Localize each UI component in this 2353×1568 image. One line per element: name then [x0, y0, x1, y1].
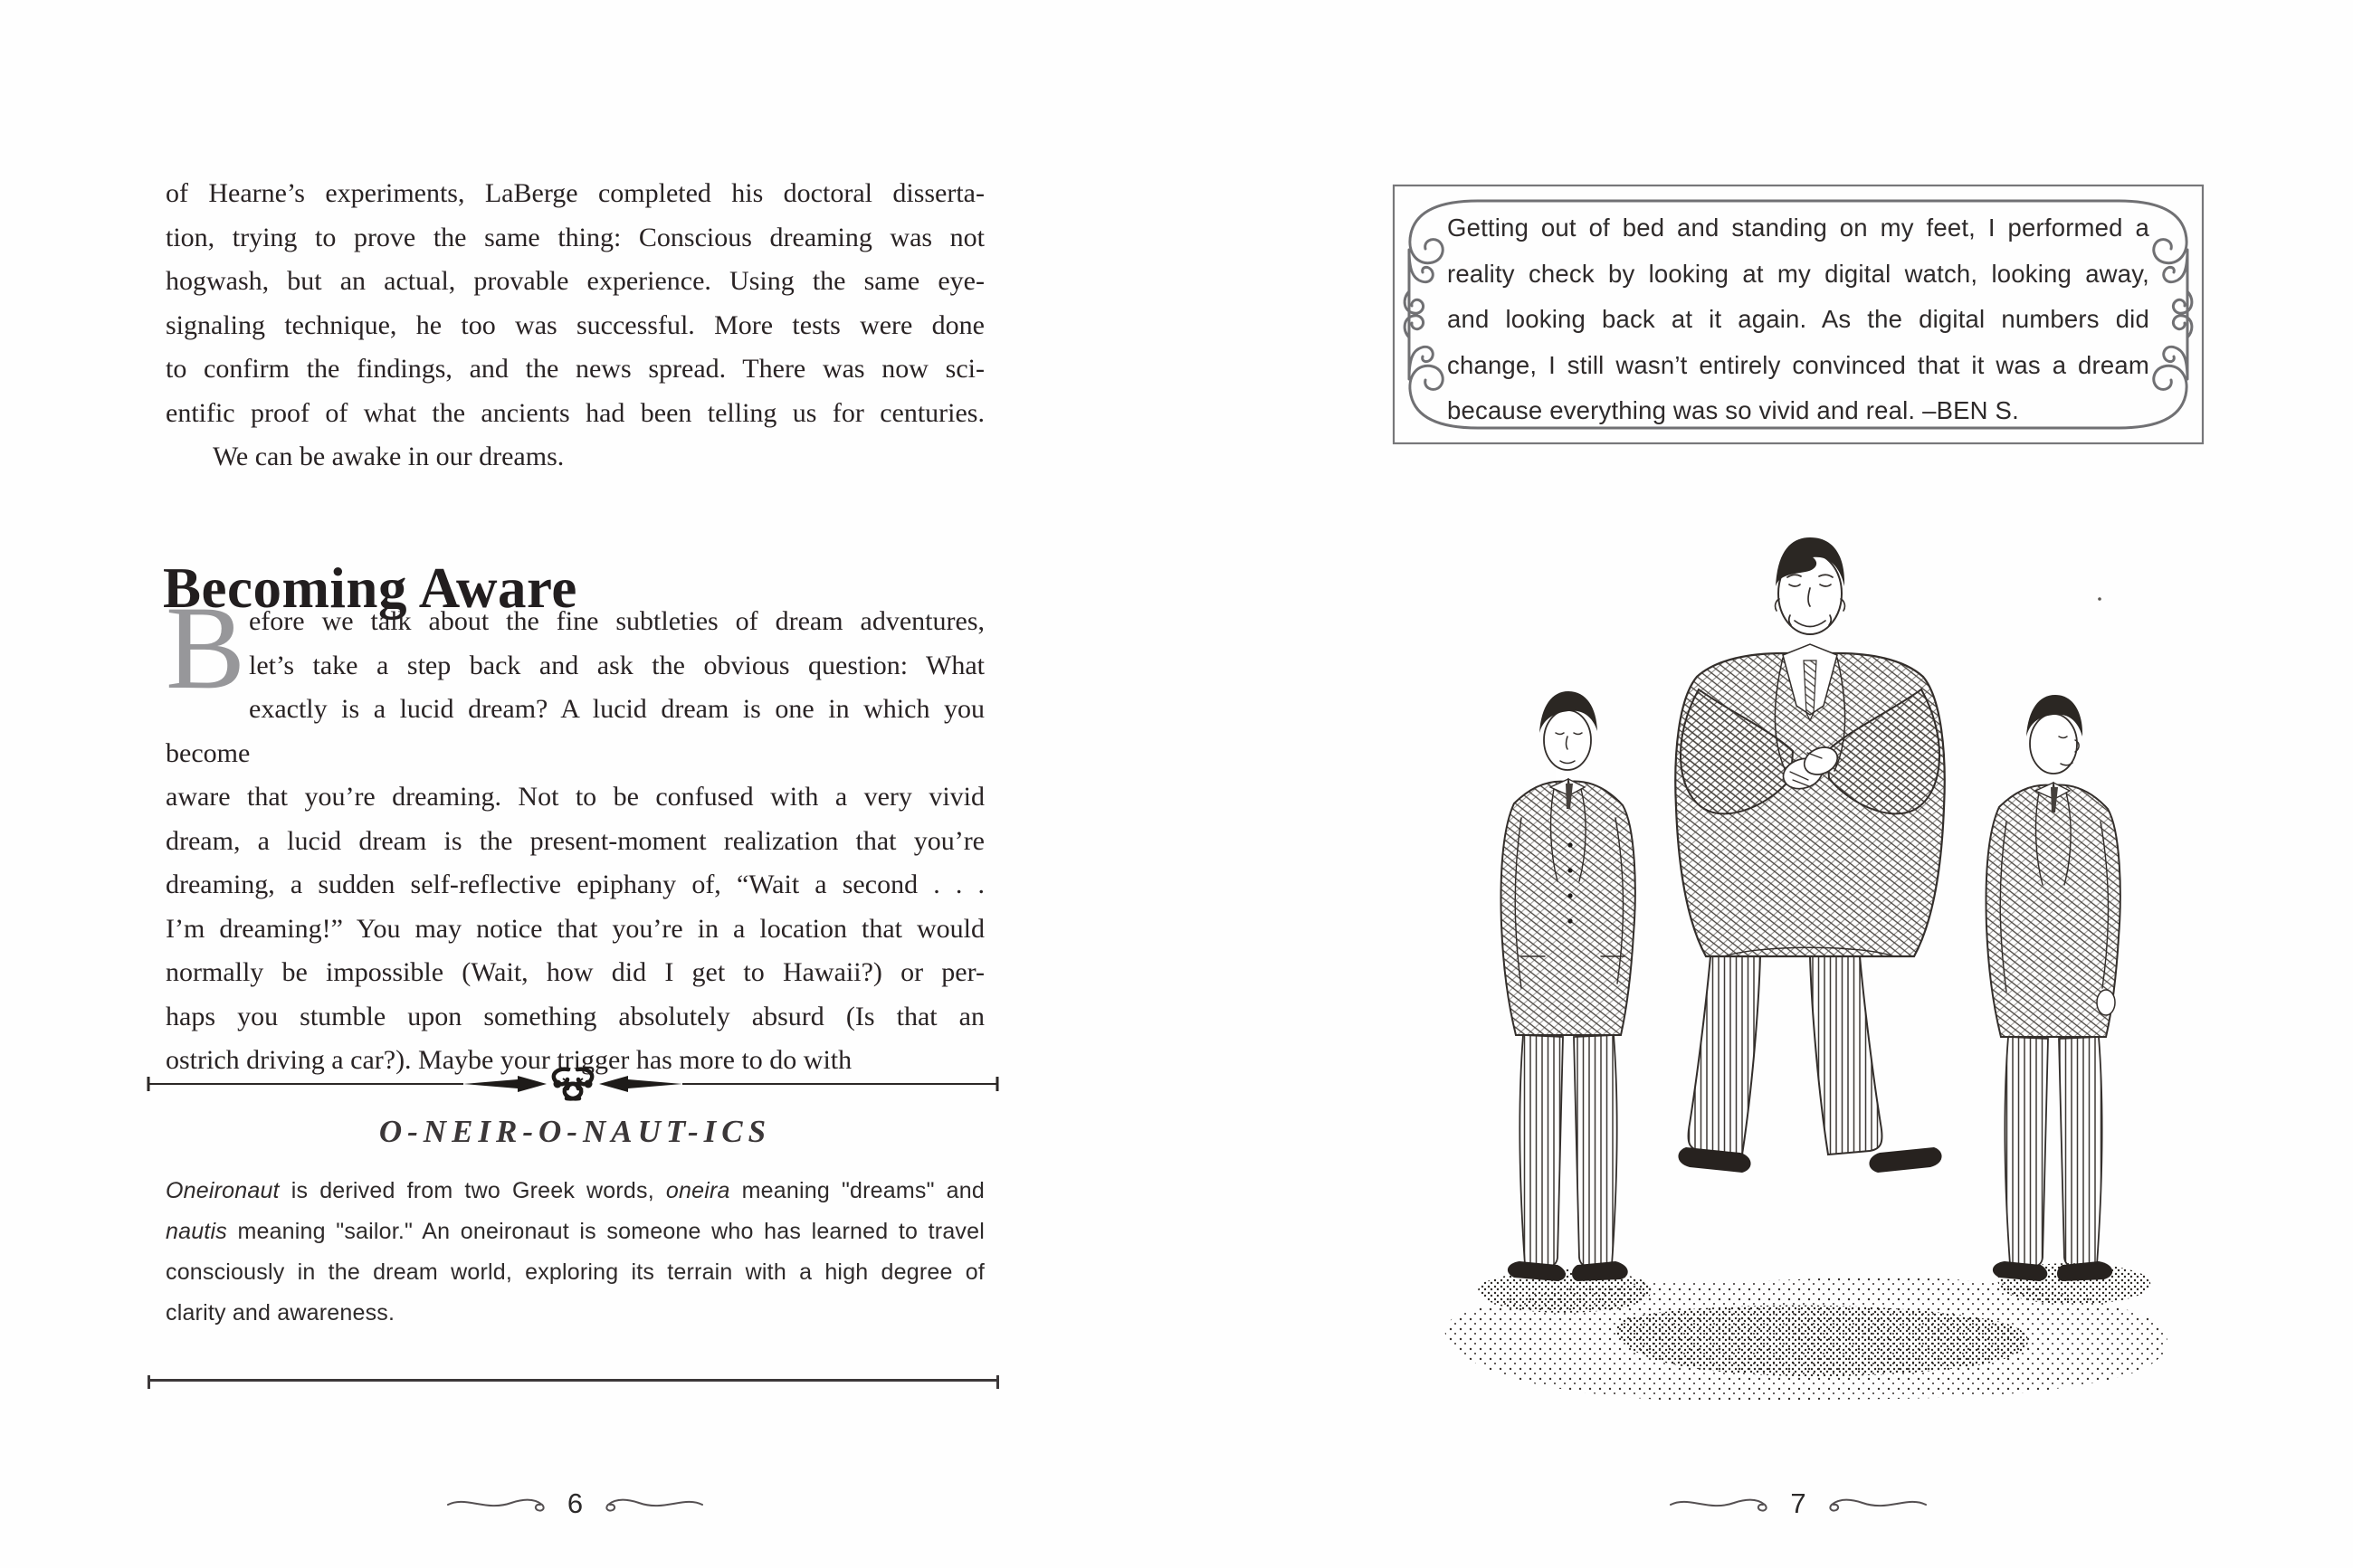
text-line: entific proof of what the ancients had been telling us for centuries. — [166, 397, 985, 428]
section-heading: Becoming Aware — [163, 556, 577, 621]
flourish-icon — [446, 1493, 555, 1515]
page-number: 7 — [1790, 1487, 1806, 1519]
sidebar-title: O-NEIR-O-NAUT-ICS — [378, 1114, 772, 1149]
text-line: reality check by looking at my digital watch, looking away, — [1447, 259, 2149, 288]
text-line: signaling technique, he too was successful. More tests were done — [166, 309, 985, 340]
text-line: haps you stumble upon something absolutely absurd (Is that an — [166, 1001, 985, 1031]
text-line: to confirm the findings, and the news spread. There was now sci- — [166, 354, 985, 384]
text-line: Oneironaut is derived from two Greek words, oneira meaning "dreams" and — [166, 1178, 985, 1203]
paragraph-hearne — [166, 172, 985, 480]
text-line: because everything was so vivid and real. –BEN S. — [1447, 396, 2019, 424]
flourish-icon — [1669, 1493, 1777, 1515]
text-line: normally be impossible (Wait, how did I get to Hawaii?) or per- — [166, 957, 985, 987]
page-number-right — [1391, 1484, 2205, 1524]
testimonial-quote — [1447, 205, 2149, 434]
illustration-three-men — [1398, 499, 2213, 1433]
page-number: 6 — [567, 1487, 584, 1519]
sidebar-definition — [166, 1171, 985, 1334]
text-line: dreaming, a sudden self-reflective epiphany of, “Wait a second . . . — [166, 870, 985, 899]
text-line: ostrich driving a car?). Maybe your trigger has more to do with — [166, 1045, 853, 1075]
page-number-left — [166, 1484, 985, 1524]
sidebar-bottom-rule — [148, 1379, 999, 1382]
ground-shadow — [1445, 1263, 2167, 1402]
text-line: nautis meaning "sailor." An oneironaut is someone who has learned to travel — [166, 1219, 985, 1244]
flourish-icon — [1819, 1493, 1928, 1515]
figure-right-man — [1986, 695, 2120, 1281]
text-line: of Hearne’s experiments, LaBerge completed his doctoral disserta- — [166, 178, 985, 208]
text-line: consciously in the dream world, exploring its terrain with a high degree of — [166, 1259, 985, 1285]
divider-ornament-icon — [145, 1062, 1001, 1104]
text-line: hogwash, but an actual, provable experience. Using the same eye- — [166, 266, 985, 296]
figure-left-man — [1501, 691, 1635, 1281]
text-line: exactly is a lucid dream? A lucid dream is one in which you become — [166, 694, 985, 768]
figure-center-man-floating — [1675, 537, 1944, 1173]
text-line: let’s take a step back and ask the obvious question: What — [249, 650, 985, 680]
text-line: I’m dreaming!” You may notice that you’re in a location that would — [166, 913, 985, 944]
text-line: Getting out of bed and standing on my feet, I performed a — [1447, 214, 2149, 242]
text-line: We can be awake in our dreams. — [213, 442, 565, 471]
text-line: aware that you’re dreaming. Not to be confused with a very vivid — [166, 782, 985, 812]
flourish-icon — [595, 1493, 704, 1515]
text-line: clarity and awareness. — [166, 1300, 395, 1326]
text-line: change, I still wasn’t entirely convinced that it was a dream — [1447, 350, 2149, 379]
text-line: efore we talk about the fine subtleties of dream adventures, — [249, 606, 985, 636]
quote-box — [1391, 183, 2205, 446]
text-line: tion, trying to prove the same thing: Conscious dreaming was not — [166, 222, 985, 252]
text-line: dream, a lucid dream is the present-moment realization that you’re — [166, 825, 985, 856]
drop-cap: B — [166, 581, 246, 714]
text-line: and looking back at it again. As the digital numbers did — [1447, 305, 2149, 333]
